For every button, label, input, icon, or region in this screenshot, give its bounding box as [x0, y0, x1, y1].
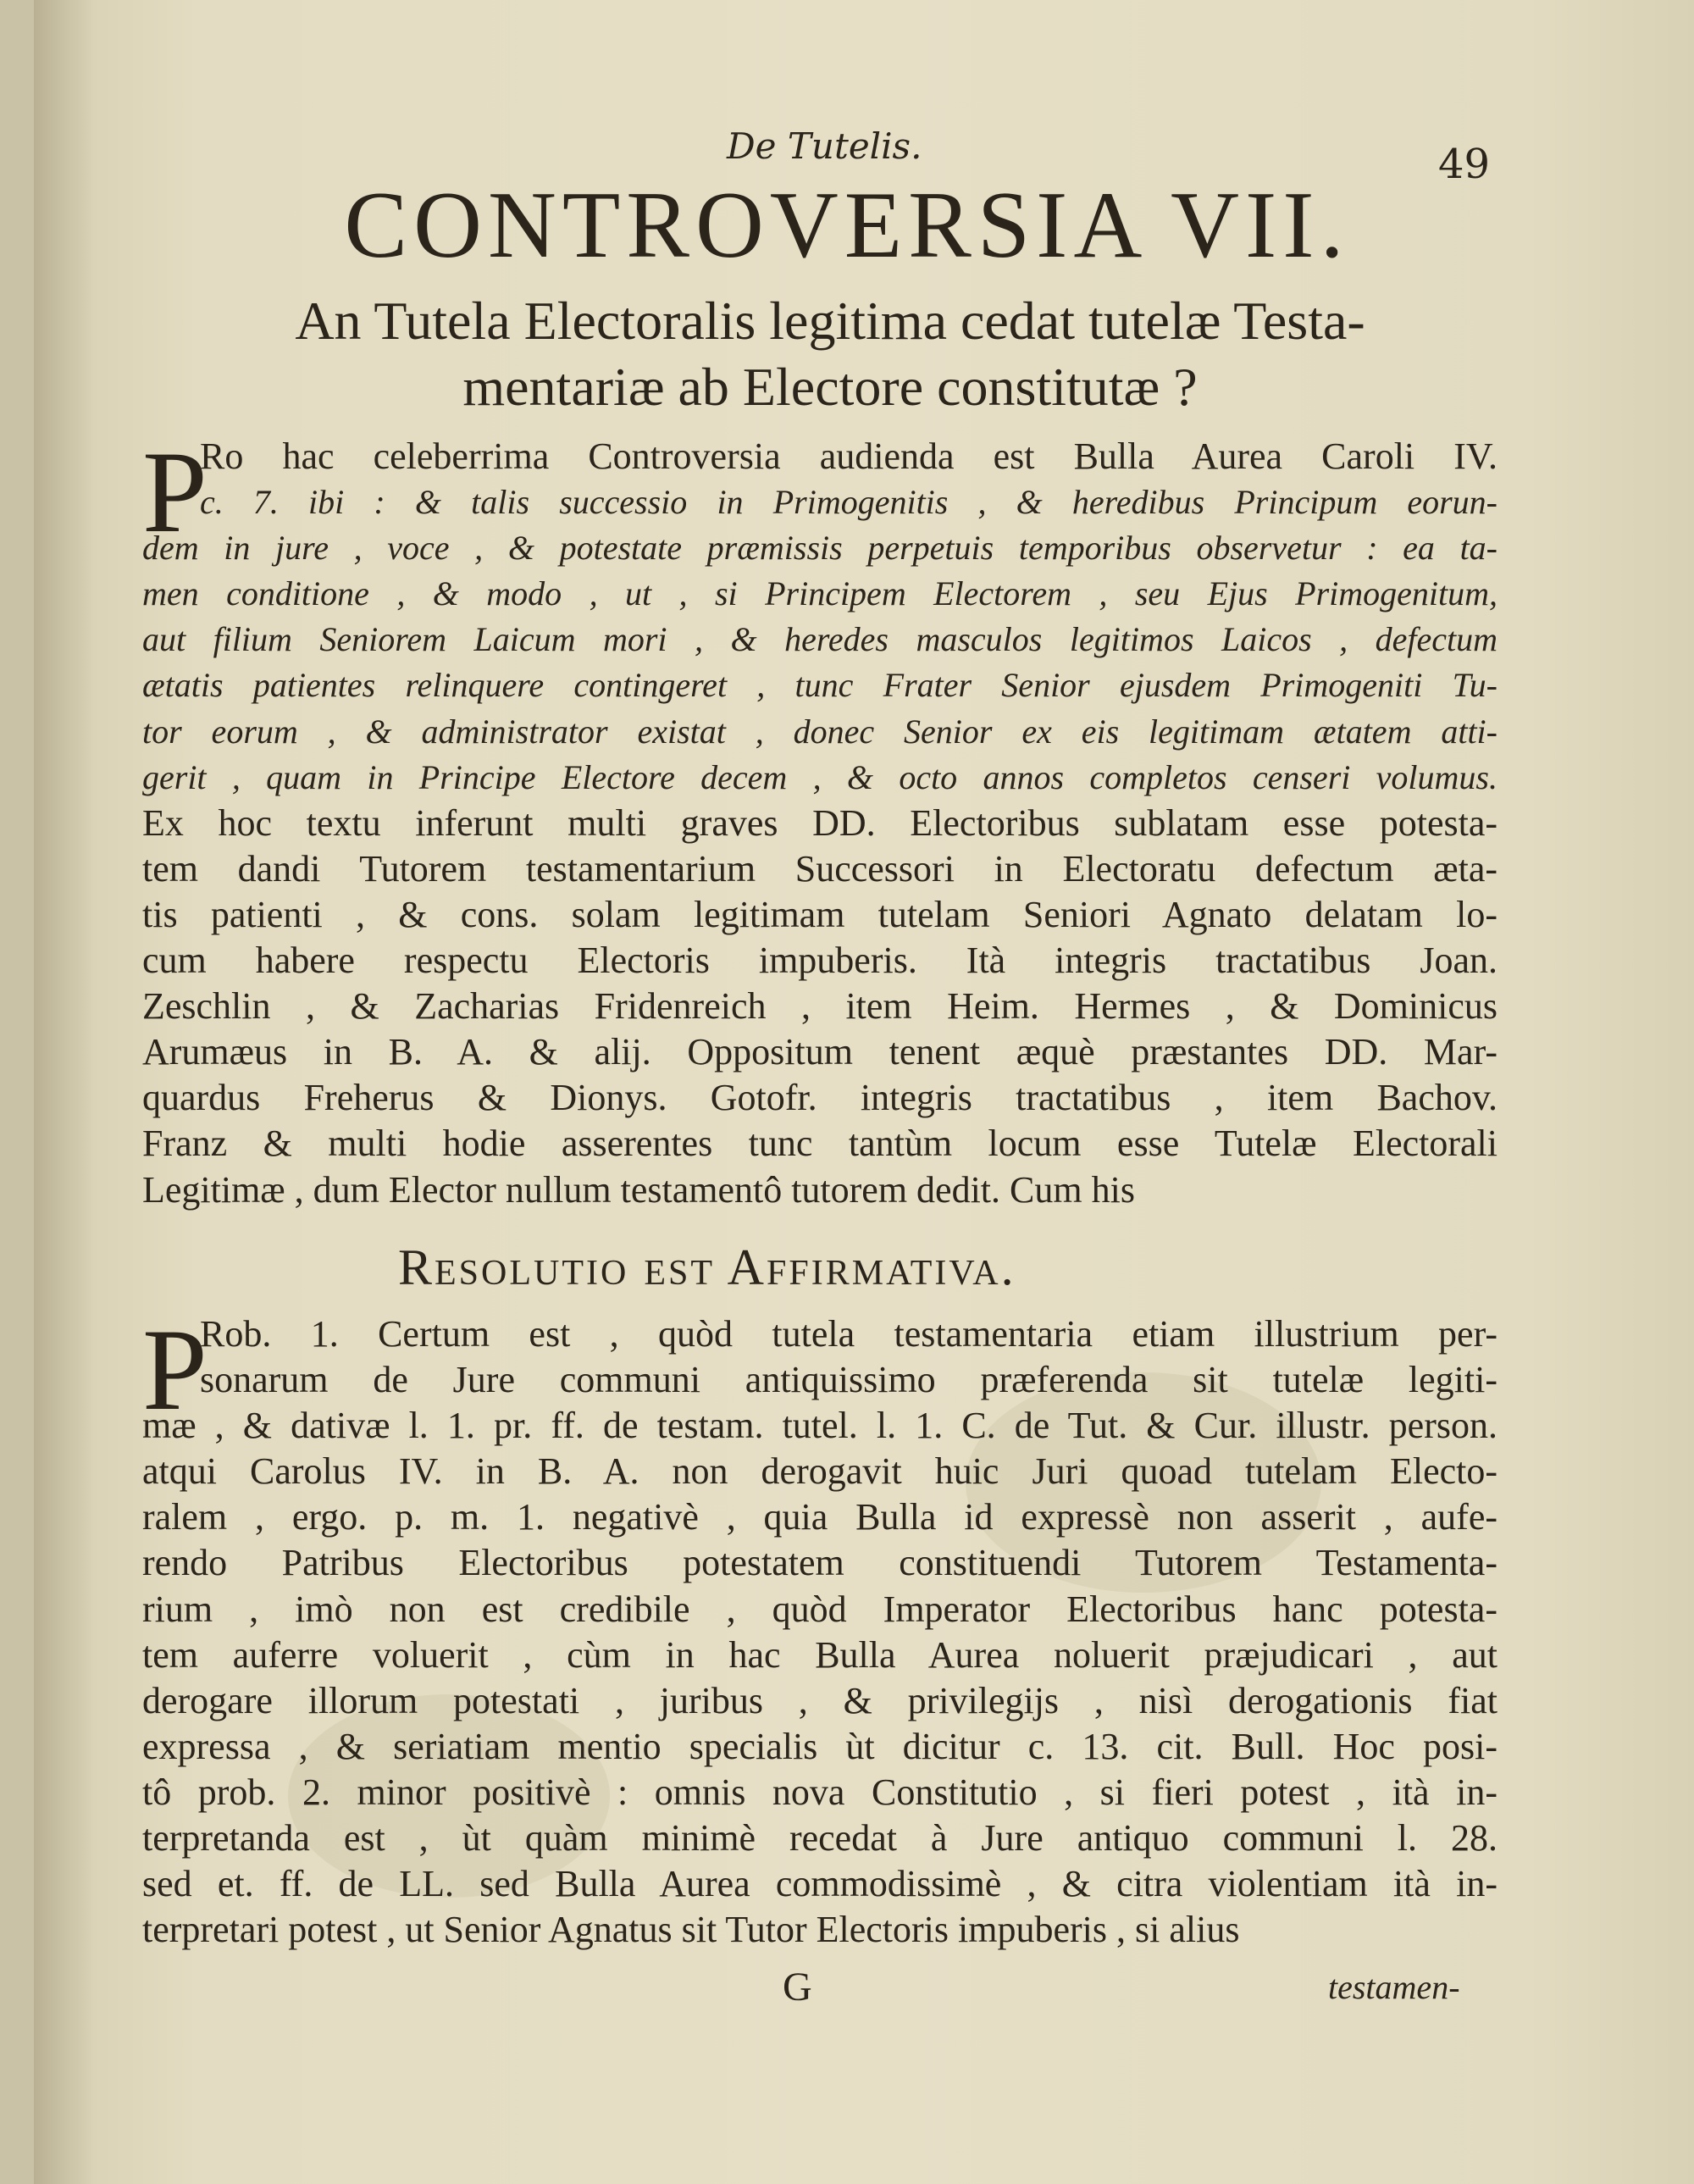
resolution-heading: Resolutio est Affirmativa.: [398, 1239, 1016, 1295]
question-line: An Tutela Electoralis legitima cedat tutelæ Testa-: [295, 291, 1365, 351]
text-line: Ex hoc textu inferunt multi graves DD. Electoribus sublatam esse potesta-: [142, 801, 1497, 844]
paragraph-2: [142, 1305, 1497, 1953]
text-line: aut filium Seniorem Laicum mori , & heredes masculos legitimos Laicos , defectum: [142, 620, 1497, 659]
text-line: tem dandi Tutorem testamentarium Successori in Electoratu defectum æta-: [142, 847, 1497, 890]
text-line: ralem , ergo. p. m. 1. negativè , quia Bulla id expressè non asserit , aufe-: [142, 1496, 1497, 1538]
text-line: Franz & multi hodie asserentes tunc tantùm locum esse Tutelæ Electorali: [142, 1122, 1497, 1165]
text-line: tor eorum , & administrator existat , donec Senior ex eis legitimam ætatem atti-: [142, 712, 1497, 751]
text-line: Legitimæ , dum Elector nullum testamentô tutorem dedit. Cum his: [142, 1168, 1135, 1211]
text-line: ætatis patientes relinquere contingeret , tunc Frater Senior ejusdem Primogeniti Tu-: [142, 666, 1497, 705]
text-line: atqui Carolus IV. in B. A. non derogavit huic Juri quoad tutelam Electo-: [142, 1450, 1497, 1493]
text-line: cum habere respectu Electoris impuberis. Ità integris tractatibus Joan.: [142, 940, 1497, 982]
catchword: testamen-: [1328, 1968, 1460, 2006]
paragraph-1: [142, 427, 1497, 1213]
text-line: rium , imò non est credibile , quòd Imperator Electoribus hanc potesta-: [142, 1588, 1497, 1630]
text-line: derogare illorum potestati , juribus , & privilegijs , nisì derogationis fiat: [142, 1679, 1497, 1721]
text-line: expressa , & seriatiam mentio specialis ùt dicitur c. 13. cit. Bull. Hoc posi-: [142, 1725, 1497, 1767]
text-line: men conditione , & modo , ut , si Principem Electorem , seu Ejus Primogenitum,: [142, 574, 1497, 613]
signature-mark: G: [783, 1965, 812, 2009]
text-line: mæ , & dativæ l. 1. pr. ff. de testam. tutel. l. 1. C. de Tut. & Cur. illustr. person.: [142, 1405, 1497, 1447]
text-line: tis patienti , & cons. solam legitimam tutelam Seniori Agnato delatam lo-: [142, 893, 1497, 935]
page-gutter-shadow: [34, 0, 93, 2184]
text-line: Arumæus in B. A. & alij. Oppositum tenent æquè præstantes DD. Mar-: [142, 1031, 1497, 1073]
text-line: quardus Freherus & Dionys. Gotofr. integris tractatibus , item Bachov.: [142, 1077, 1497, 1119]
text-line: Zeschlin , & Zacharias Fridenreich , item Heim. Hermes , & Dominicus: [142, 985, 1497, 1028]
text-line: tô prob. 2. minor positivè : omnis nova Constitutio , si fieri potest , ità in-: [142, 1771, 1497, 1813]
controversy-question: [144, 288, 1516, 420]
page-number: 49: [1438, 141, 1491, 188]
text-line: gerit , quam in Principe Electore decem , & octo annos completos censeri volumus.: [142, 757, 1497, 796]
controversy-title: CONTROVERSIA VII.: [344, 173, 1350, 278]
question-line: mentariæ ab Electore constitutæ ?: [462, 357, 1198, 417]
text-line: Ro hac celeberrima Controversia audienda est Bulla Aurea Caroli IV.: [200, 435, 1497, 477]
text-line: rendo Patribus Electoribus potestatem constituendi Tutorem Testamenta-: [142, 1542, 1497, 1584]
text-line: c. 7. ibi : & talis successio in Primogenitis , & heredibus Principum eorun-: [200, 483, 1497, 522]
dropcap: P: [142, 1305, 208, 1434]
text-line: terpretanda est , ùt quàm minimè recedat à Jure antiquo communi l. 28.: [142, 1817, 1497, 1860]
dropcap: P: [142, 427, 208, 557]
text-line: Rob. 1. Certum est , quòd tutela testamentaria etiam illustrium per-: [200, 1313, 1497, 1355]
text-line: dem in jure , voce , & potestate præmissis perpetuis temporibus observetur : ea ta-: [142, 529, 1497, 568]
text-line: sonarum de Jure communi antiquissimo præferenda sit tutelæ legiti-: [200, 1359, 1497, 1401]
running-title: De Tutelis.: [727, 125, 922, 167]
text-line: tem auferre voluerit , cùm in hac Bulla Aurea noluerit præjudicari , aut: [142, 1633, 1497, 1676]
text-line: sed et. ff. de LL. sed Bulla Aurea commodissimè , & citra violentiam ità in-: [142, 1863, 1497, 1905]
page-footer: [0, 1964, 1694, 2023]
text-line: terpretari potest , ut Senior Agnatus sit Tutor Electoris impuberis , si alius: [142, 1909, 1240, 1951]
